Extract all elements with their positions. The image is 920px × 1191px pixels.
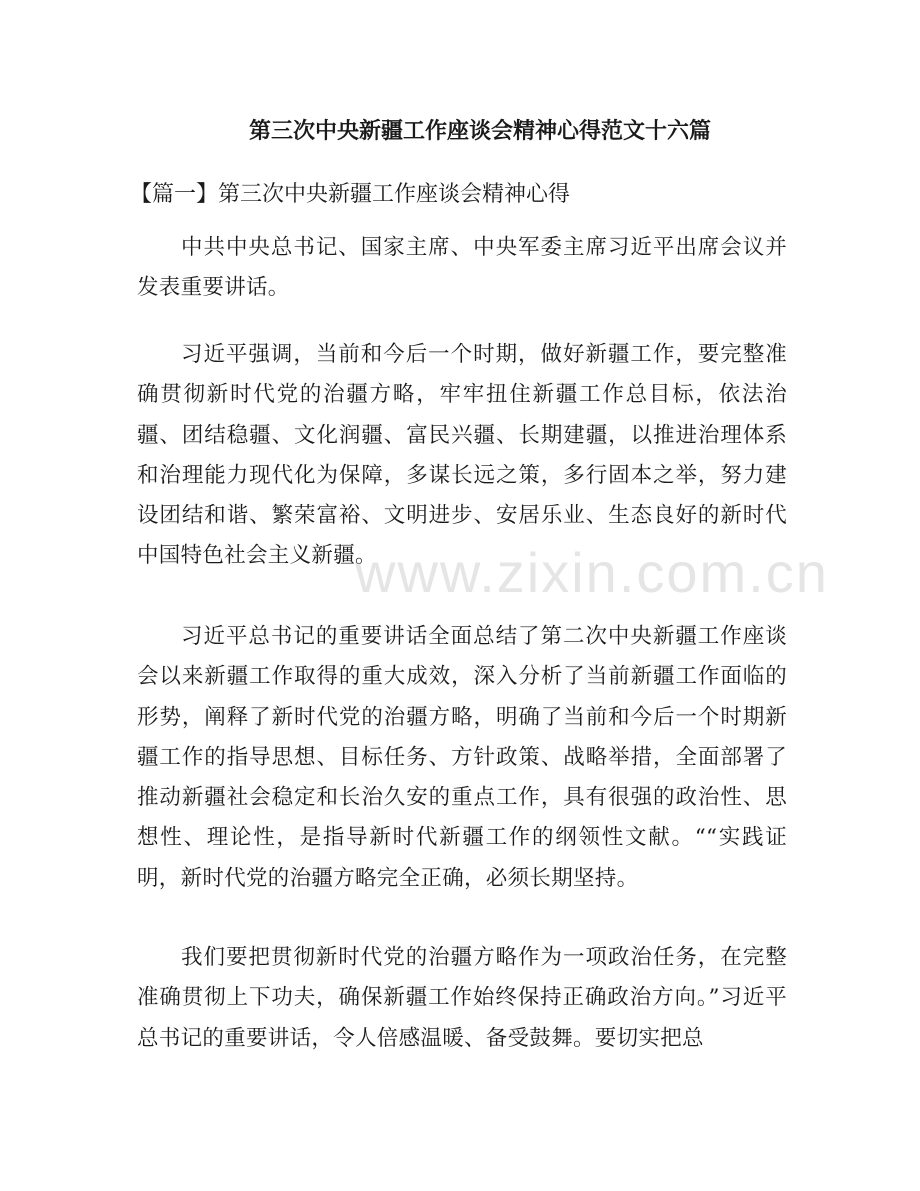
document-title: 第三次中央新疆工作座谈会精神心得范文十六篇 <box>248 119 711 144</box>
watermark: www.zixin.com.cn <box>355 541 829 604</box>
paragraph-4: 我们要把贯彻新时代党的治疆方略作为一项政治任务，在完整准确贯彻上下功夫，确保新疆工作始终保持正确政治方向。”习近平总书记的重要讲话，令人倍感温暖、备受鼓舞。要切实把总 <box>137 945 787 1051</box>
paragraph-3: 习近平总书记的重要讲话全面总结了第二次中央新疆工作座谈会以来新疆工作取得的重大成效，深入分析了当前新疆工作面临的形势，阐释了新时代党的治疆方略，明确了当前和今后一个时期新疆工作的指导思想、目标任务、方针政策、战略举措，全面部署了推动新疆社会稳定和长治久安的重点工作，具有很强的政治性、思想性、理论性，是指导新时代新疆工作的纲领性文献。““实践证明，新时代党的治疆方略完全正确，必须长期坚持。 <box>137 624 787 891</box>
paragraph-1: 中共中央总书记、国家主席、中央军委主席习近平出席会议并发表重要讲话。 <box>137 235 787 301</box>
section-heading: 【篇一】第三次中央新疆工作座谈会精神心得 <box>130 182 571 207</box>
paragraph-2: 习近平强调，当前和今后一个时期，做好新疆工作，要完整准确贯彻新时代党的治疆方略，牢牢扭住新疆工作总目标，依法治疆、团结稳疆、文化润疆、富民兴疆、长期建疆，以推进治理体系和治理能力现代化为保障，多谋长远之策，多行固本之举，努力建设团结和谐、繁荣富裕、文明进步、安居乐业、生态良好的新时代中国特色社会主义新疆。 <box>137 342 787 569</box>
